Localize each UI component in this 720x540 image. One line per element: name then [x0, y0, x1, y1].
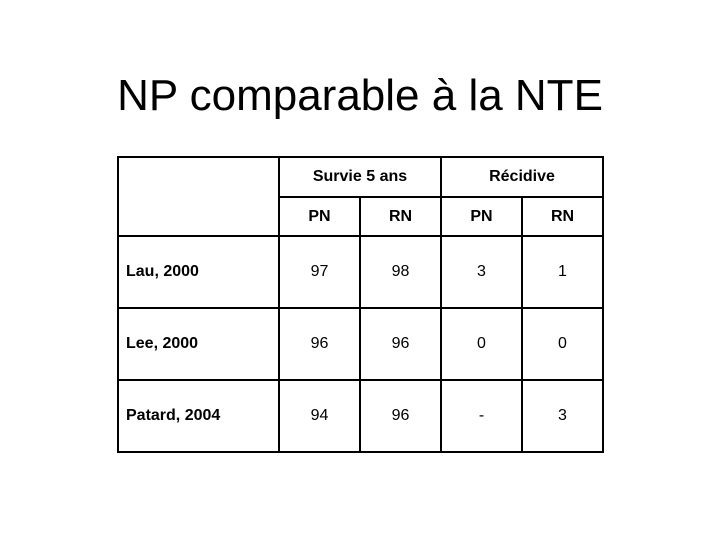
value-cell: 0	[441, 308, 522, 380]
value-cell: 97	[279, 236, 360, 308]
value-cell: -	[441, 380, 522, 452]
study-name-cell: Lau, 2000	[118, 236, 279, 308]
group-header-recurrence: Récidive	[441, 157, 603, 197]
table-row	[118, 380, 603, 452]
value-cell: 96	[360, 380, 441, 452]
value-cell: 3	[441, 236, 522, 308]
subheader-cell: PN	[441, 197, 522, 236]
slide-title: NP comparable à la NTE	[117, 71, 603, 120]
value-cell: 3	[522, 380, 603, 452]
value-cell: 98	[360, 236, 441, 308]
value-cell: 96	[360, 308, 441, 380]
value-cell: 0	[522, 308, 603, 380]
table-group-header-row	[118, 157, 603, 197]
study-name-cell: Lee, 2000	[118, 308, 279, 380]
value-cell: 1	[522, 236, 603, 308]
subheader-cell: PN	[279, 197, 360, 236]
table-row	[118, 236, 603, 308]
study-name-cell: Patard, 2004	[118, 380, 279, 452]
group-header-survival: Survie 5 ans	[279, 157, 441, 197]
table-corner-cell	[118, 157, 279, 236]
subheader-cell: RN	[522, 197, 603, 236]
value-cell: 94	[279, 380, 360, 452]
table-row	[118, 308, 603, 380]
value-cell: 96	[279, 308, 360, 380]
subheader-cell: RN	[360, 197, 441, 236]
results-table	[117, 156, 604, 453]
